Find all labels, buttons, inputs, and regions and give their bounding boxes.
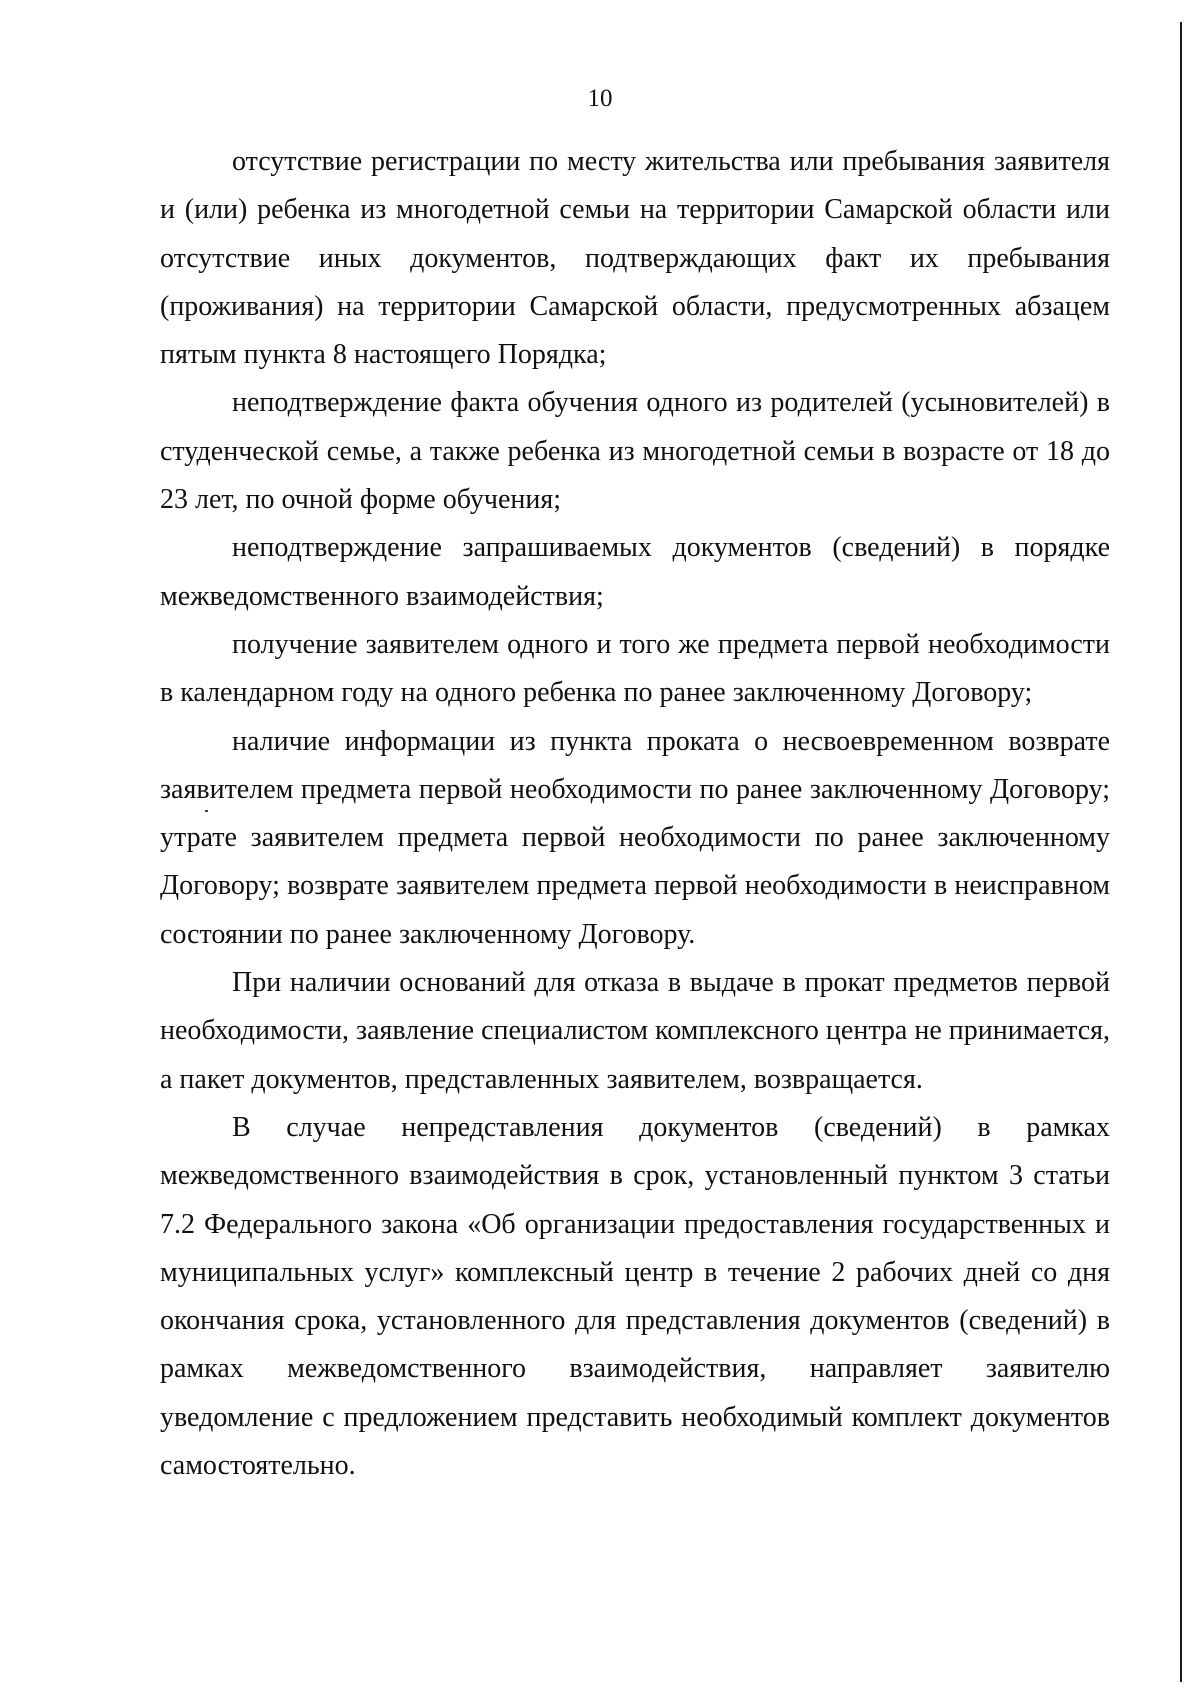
page-number: 10 xyxy=(587,85,613,112)
scan-page-edge xyxy=(1180,22,1182,1682)
paragraph-no-study-confirmation: неподтверждение факта обучения одного из родителей (усыновителей) в студенческой семье, а также ребенка из многодетной семьи в возрасте от 18 до 23 лет, по очной форме обучения; xyxy=(160,387,1110,516)
document-body xyxy=(160,138,1110,1490)
paragraph-no-document-confirmation: неподтверждение запрашиваемых документов (сведений) в порядке межведомственного взаимодействия; xyxy=(160,532,1110,612)
paragraph-no-registration: отсутствие регистрации по месту жительства или пребывания заявителя и (или) ребенка из многодетной семьи на территории Самарской области или отсутствие иных документов, подтверждающих факт их пребывания (проживания) на территории Самарской области, предусмотренных абзацем пятым пункта 8 настоящего Порядка; xyxy=(160,146,1110,371)
paragraph-repeat-item: получение заявителем одного и того же предмета первой необходимости в календарном году на одного ребенка по ранее заключенному Договору; xyxy=(160,628,1110,709)
paragraph-refusal-grounds: При наличии оснований для отказа в выдаче в прокат предметов первой необходимости, заявление специалистом комплексного центра не принимается, а пакет документов, представленных заявителем, возвращается. xyxy=(160,967,1110,1095)
paragraph-rental-violations: наличие информации из пункта проката о несвоевременном возврате заявителем предмета первой необходимости по ранее заключенному Договору; утрате заявителем предмета первой необходимости по ранее заключенному Договору; возврате заявителем предмета первой необходимости в неисправном состоянии по ранее заключенному Договору. xyxy=(160,725,1110,950)
paragraph-missing-documents: В случае непредставления документов (сведений) в рамках межведомственного взаимодействия в срок, установленный пунктом 3 статьи 7.2 Федерального закона «Об организации предоставления государственных и муниципальных услуг» комплексный центр в течение 2 рабочих дней со дня окончания срока, установленного для представления документов (сведений) в рамках межведомственного взаимодействия, направляет заявителю уведомление с предложением представить необходимый комплект документов самостоятельно. xyxy=(160,1111,1110,1482)
